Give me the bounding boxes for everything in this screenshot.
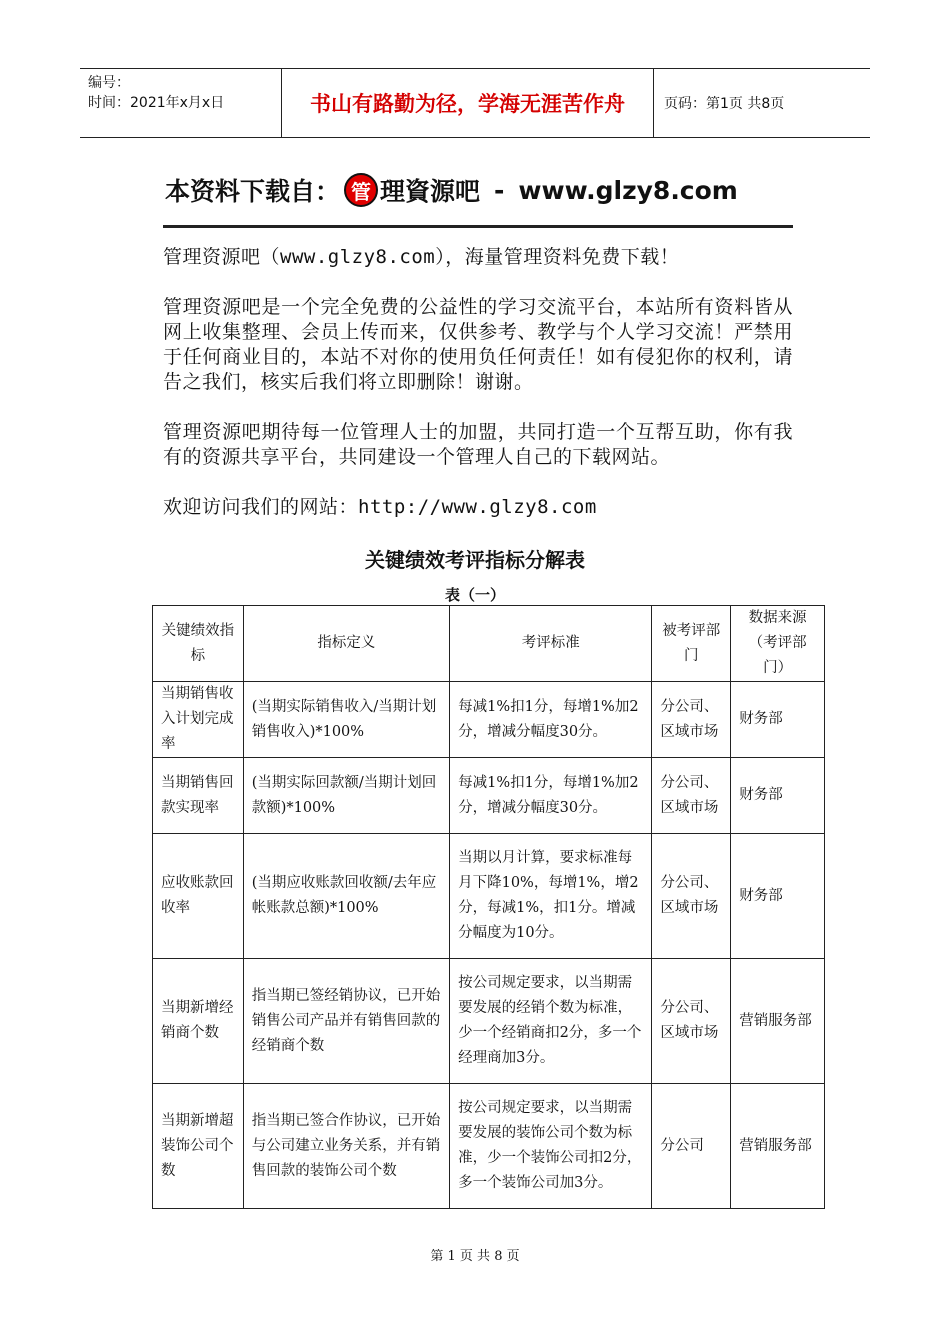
cell-evaluated-dept: 分公司、区域市场 <box>652 959 731 1084</box>
cell-data-source: 财务部 <box>731 682 825 758</box>
cell-data-source: 财务部 <box>731 834 825 959</box>
cell-definition: 指当期已签合作协议，已开始与公司建立业务关系，并有销售回款的装饰公司个数 <box>243 1084 449 1209</box>
banner-prefix: 本资料下载自： <box>165 177 341 206</box>
table-caption: 表（一） <box>444 586 505 604</box>
intro-paragraph-3: 管理资源吧期待每一位管理人士的加盟，共同打造一个互帮互助，你有我有的资源共享平台，共同建设一个管理人自己的下载网站。 <box>163 421 793 468</box>
intro-paragraph-1: 管理资源吧（www.glzy8.com），海量管理资料免费下载！ <box>163 246 680 268</box>
document-title: 关键绩效考评指标分解表 <box>365 548 585 572</box>
banner-url[interactable]: www.glzy8.com <box>518 175 738 205</box>
cell-definition: 指当期已签经销协议，已开始销售公司产品并有销售回款的经销商个数 <box>243 959 449 1084</box>
intro-paragraph-4[interactable]: 欢迎访问我们的网站：http://www.glzy8.com <box>163 496 597 518</box>
cell-kpi: 当期新增经销商个数 <box>153 959 244 1084</box>
cell-kpi: 当期新增超装饰公司个数 <box>153 1084 244 1209</box>
cell-kpi: 当期销售收入计划完成率 <box>153 682 244 758</box>
cell-evaluated-dept: 分公司 <box>652 1084 731 1209</box>
cell-kpi: 当期销售回款实现率 <box>153 758 244 834</box>
number-label: 编号： <box>88 75 130 91</box>
cell-data-source: 营销服务部 <box>731 1084 825 1209</box>
cell-data-source: 营销服务部 <box>731 959 825 1084</box>
cell-evaluated-dept: 分公司、区域市场 <box>652 682 731 758</box>
banner-dash: - <box>494 175 505 205</box>
header-data-source: 数据来源（考评部门） <box>731 606 825 682</box>
cell-criteria: 每减1%扣1分，每增1%加2分，增减分幅度30分。 <box>450 758 652 834</box>
table-row <box>153 834 825 959</box>
header-kpi: 关键绩效指标 <box>153 606 244 682</box>
table-row <box>153 758 825 834</box>
banner-site-name: 理資源吧 <box>380 177 481 206</box>
page-footer: 第 1 页 共 8 页 <box>430 1249 520 1264</box>
download-banner <box>165 170 795 210</box>
cell-criteria: 按公司规定要求，以当期需要发展的经销个数为标准，少一个经销商扣2分，多一个经理商加3分。 <box>450 959 652 1084</box>
header-meta <box>80 69 282 137</box>
cell-evaluated-dept: 分公司、区域市场 <box>652 758 731 834</box>
cell-criteria: 按公司规定要求，以当期需要发展的装饰公司个数为标准，少一个装饰公司扣2分，多一个装饰公司加3分。 <box>450 1084 652 1209</box>
cell-kpi: 应收账款回收率 <box>153 834 244 959</box>
kpi-table <box>152 605 825 1209</box>
cell-criteria: 当期以月计算，要求标准每月下降10%，每增1%，增2分，每减1%，扣1分。增减分幅度为10分。 <box>450 834 652 959</box>
table-row <box>153 682 825 758</box>
header-definition: 指标定义 <box>243 606 449 682</box>
site-logo-icon: 管 <box>344 173 378 207</box>
table-row <box>153 1084 825 1209</box>
header-criteria: 考评标准 <box>450 606 652 682</box>
cell-evaluated-dept: 分公司、区域市场 <box>652 834 731 959</box>
header-page-info: 页码：第1页 共8页 <box>664 96 785 112</box>
header-motto: 书山有路勤为径，学海无涯苦作舟 <box>282 69 654 137</box>
time-label: 时间：2021年x月x日 <box>88 95 225 111</box>
table-header-row <box>153 606 825 682</box>
cell-definition: (当期实际销售收入/当期计划销售收入)*100% <box>243 682 449 758</box>
page-header <box>80 68 870 138</box>
cell-definition: (当期实际回款额/当期计划回款额)*100% <box>243 758 449 834</box>
cell-data-source: 财务部 <box>731 758 825 834</box>
header-evaluated-dept: 被考评部门 <box>652 606 731 682</box>
table-row <box>153 959 825 1084</box>
intro-paragraph-2: 管理资源吧是一个完全免费的公益性的学习交流平台，本站所有资料皆从网上收集整理、会员上传而来，仅供参考、教学与个人学习交流！严禁用于任何商业目的，本站不对你的使用负任何责任！如有侵犯你的权利，请告之我们，核实后我们将立即删除！谢谢。 <box>163 296 793 393</box>
banner-divider <box>163 225 793 228</box>
cell-definition: (当期应收账款回收额/去年应帐账款总额)*100% <box>243 834 449 959</box>
cell-criteria: 每减1%扣1分，每增1%加2分，增减分幅度30分。 <box>450 682 652 758</box>
